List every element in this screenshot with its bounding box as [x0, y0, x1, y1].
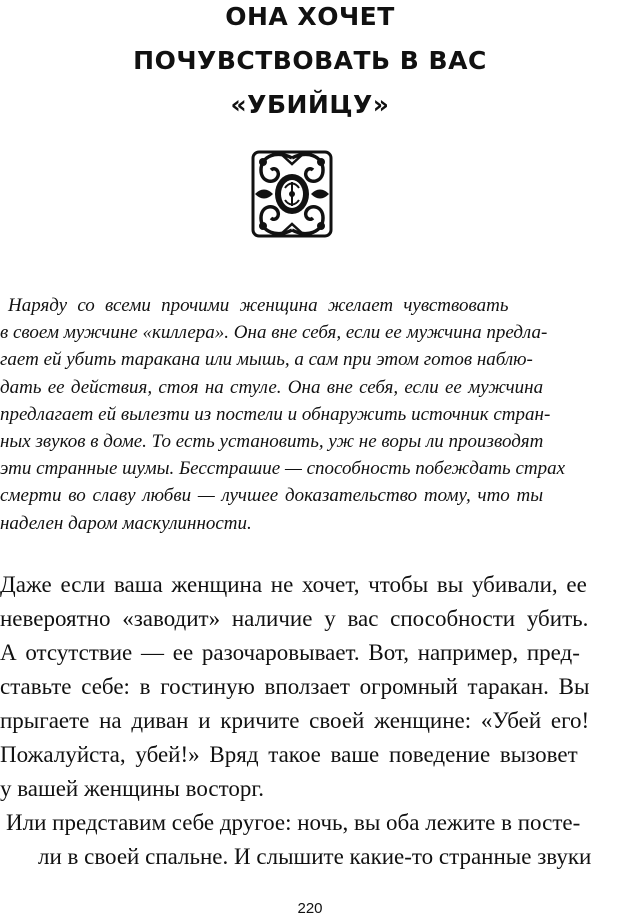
body-line: невероятно «заводит» наличие у вас способности убить.	[0, 606, 589, 631]
epigraph-line: ных звуков в доме. То есть установить, уж не воры ли производят	[0, 431, 544, 452]
body-line: А отсутствие — ее разочаровывает. Вот, например, пред-	[0, 640, 580, 665]
body-line: Даже если ваша женщина не хочет, чтобы вы убивали, ее	[0, 572, 587, 597]
epigraph-line: в своем мужчине «киллера». Она вне себя, если ее мужчина предла-	[0, 322, 548, 344]
epigraph-line: смерти во славу любви — лучшее доказательство тому, что ты	[0, 485, 544, 507]
chapter-title-line-1: ОНА ХОЧЕТ	[225, 2, 395, 31]
body-line: ли в своей спальне. И слышите какие-то странные звуки	[38, 844, 592, 869]
page-number: 220	[297, 900, 323, 917]
body-line: Пожалуйста, убей!» Вряд такое ваше поведение вызовет	[0, 742, 578, 767]
epigraph-line: наделен даром маскулинности.	[0, 512, 252, 534]
body-line: ставьте себе: в гостиную вползает огромный таракан. Вы	[0, 674, 590, 699]
chapter-title-line-3: «УБИЙЦУ»	[230, 90, 390, 119]
body-line: Или представим себе другое: ночь, вы оба лежите в посте-	[6, 810, 581, 835]
chapter-title-line-2: ПОЧУВСТВОВАТЬ В ВАС	[133, 46, 487, 75]
epigraph-line: Наряду со всеми прочими женщина желает чувствовать	[8, 295, 509, 316]
epigraph-line: предлагает ей вылезти из постели и обнаружить источник стран-	[0, 403, 551, 425]
body-line: прыгаете на диван и кричите своей женщине: «Убей его!	[0, 708, 590, 733]
floral-ornament-icon	[247, 148, 337, 240]
body-line: у вашей женщины восторг.	[0, 776, 264, 801]
epigraph-line: гает ей убить таракана или мышь, а сам при этом готов наблю-	[0, 349, 533, 371]
epigraph-line: эти странные шумы. Бесстрашие — способность побеждать страх	[0, 458, 566, 480]
epigraph-line: дать ее действия, стоя на стуле. Она вне себя, если ее мужчина	[0, 376, 544, 398]
